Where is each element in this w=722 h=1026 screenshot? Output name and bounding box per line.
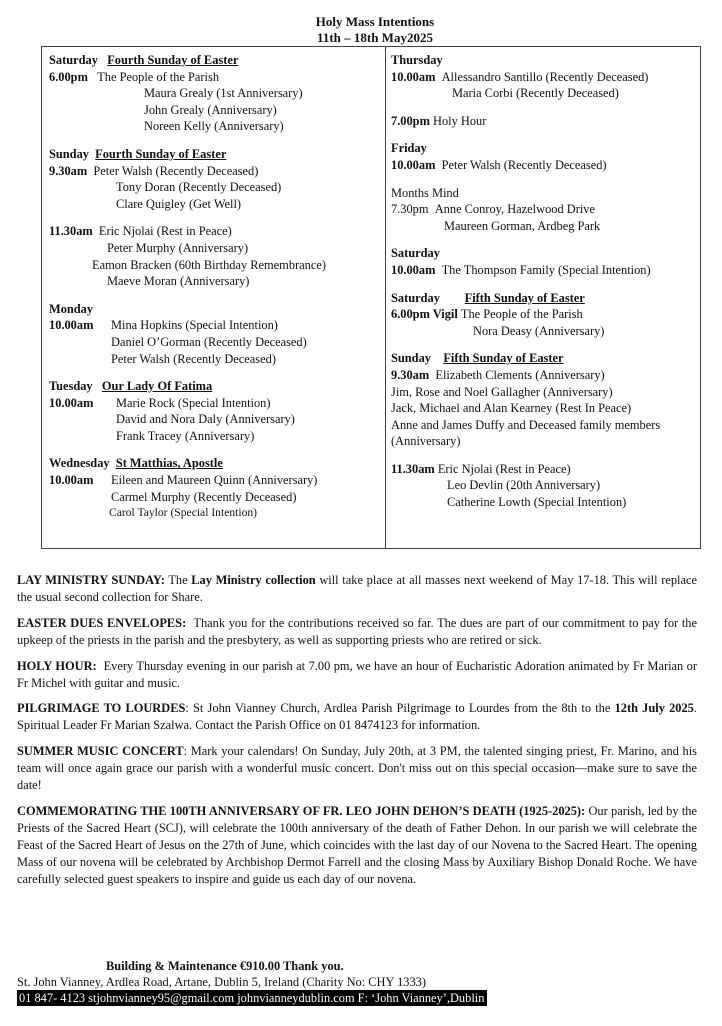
mass-time: 7.30pm (391, 202, 429, 217)
mass-time: 9.30am (391, 367, 430, 382)
mass-time: 10.00am (49, 473, 94, 488)
footer (17, 958, 707, 1006)
feast-label: Fifth Sunday of Easter (443, 351, 564, 366)
feast-label: Fourth Sunday of Easter (107, 53, 239, 67)
day-label: Tuesday (49, 379, 93, 394)
sunday-block (391, 350, 696, 510)
intention: Eric Njolai (Rest in Peace) (437, 461, 571, 476)
feast-label: Our Lady Of Fatima (101, 379, 213, 394)
parish-address: St. John Vianney, Ardlea Road, Artane, Dublin 5, Ireland (Charity No: CHY 1333) (17, 975, 426, 989)
intention: Mina Hopkins (Special Intention) (111, 318, 278, 333)
intention: Marie Rock (Special Intention) (116, 395, 271, 410)
intention: Carmel Murphy (Recently Deceased) (111, 489, 297, 504)
notice-text: : St John Vianney Church, Ardlea Parish Pilgrimage to Lourdes from the 8th to the (185, 701, 611, 716)
notice-text: Every Thursday evening in our parish at 7.00 pm, we have an hour of Eucharistic Adoration animated by Fr Marian or Fr Michel with guitar and music. (17, 658, 697, 690)
intention: Jack, Michael and Alan Kearney (Rest In Peace) (391, 401, 632, 416)
notice-heading: SUMMER MUSIC CONCERT (17, 744, 184, 759)
mass-time: 10.00am (391, 69, 436, 84)
thursday-block (391, 52, 696, 129)
intention: Maureen Gorman, Ardbeg Park (444, 218, 601, 233)
mass-intentions-table (41, 46, 701, 549)
feast-label: Fourth Sunday of Easter (95, 146, 227, 161)
intention: Maeve Moran (Anniversary) (107, 274, 250, 289)
notice-heading: LAY MINISTRY SUNDAY: (17, 573, 165, 587)
mass-time: 9.30am (49, 163, 88, 178)
mass-time: 7.00pm (391, 113, 430, 128)
notice-emphasis: 12th July 2025 (614, 701, 694, 716)
notice-text: . Spiritual Leader Fr Marian Szalwa. Contact the Parish Office on 01 8474123 for information. (17, 701, 697, 733)
day-label: Saturday (49, 53, 98, 67)
feast-label: St Matthias, Apostle (115, 456, 223, 471)
day-label: Saturday (391, 290, 440, 305)
intention: Tony Doran (Recently Deceased) (116, 180, 282, 195)
intention: Leo Devlin (20th Anniversary) (447, 478, 601, 493)
contact-bar: 01 847- 4123 stjohnvianney95@gmail.com johnvianneydublin.com F: ‘John Vianney’,Dublin (17, 990, 487, 1006)
notice-text: will take place at all masses next weekend of May 17-18. This will replace the usual second collection for Share. (17, 573, 697, 604)
day-label: Wednesday (49, 456, 110, 471)
intention: The Thompson Family (Special Intention) (441, 262, 651, 277)
notice-pilgrimage (17, 700, 697, 734)
notice-text: Thank you for the contributions received so far. The dues are part of our commitment to pay for the upkeep of the priests in the parish and the presbytery, as well as supporting priests who are retired or sick. (17, 615, 697, 647)
intention: David and Nora Daly (Anniversary) (116, 412, 295, 427)
months-mind-label: Months Mind (391, 185, 459, 200)
page-title (0, 14, 722, 46)
intention: Peter Walsh (Recently Deceased) (441, 157, 607, 172)
sunday-block (49, 146, 383, 290)
mass-time: 11.30am (49, 224, 93, 239)
intention: John Grealy (Anniversary) (144, 102, 277, 117)
friday-block (391, 140, 696, 234)
mass-time: 10.00am (391, 262, 436, 277)
title-line-1: Holy Mass Intentions (315, 14, 435, 29)
mass-time: 6.00pm (49, 69, 88, 84)
notice-heading: EASTER DUES ENVELOPES: (17, 615, 187, 630)
intention: Peter Murphy (Anniversary) (107, 240, 249, 255)
notice-heading: COMMEMORATING THE 100TH ANNIVERSARY OF FR. LEO JOHN DEHON’S DEATH (1925-2025): (17, 803, 586, 818)
intention: Carol Taylor (Special Intention) (109, 506, 258, 520)
notice-text: Our parish, led by the Priests of the Sacred Heart (SCJ), will celebrate the 100th anniversary of the death of Father Dehon. In our parish we will celebrate the Feast of the Sacred Heart of Jesus on the 27th of June, which coincides with the last day of our Novena to the Sacred Heart. The opening Mass of our novena will be celebrated by Archbishop Dermot Farrell and the closing Mass by Auxiliary Bishop Donald Roche. We have carefully selected guest speakers to inspire and guide us each day of our novena. (17, 803, 697, 886)
intention: Eamon Bracken (60th Birthday Remembrance) (92, 257, 326, 272)
intention: Eileen and Maureen Quinn (Anniversary) (111, 473, 318, 488)
saturday-block (49, 52, 383, 135)
intention: Peter Walsh (Recently Deceased) (111, 351, 276, 366)
tuesday-block (49, 378, 383, 444)
intention: Clare Quigley (Get Well) (116, 196, 242, 211)
day-label: Friday (391, 141, 427, 156)
title-line-2: 11th – 18th May2025 (317, 30, 433, 45)
mass-time: 10.00am (49, 318, 94, 333)
notice-emphasis: Lay Ministry collection (191, 573, 316, 587)
monday-block (49, 301, 383, 367)
day-label: Monday (49, 301, 94, 316)
notice-holy-hour (17, 658, 697, 692)
mass-time: 6.00pm Vigil (391, 307, 458, 322)
notice-text: : Mark your calendars! On Sunday, July 20th, at 3 PM, the talented singing priest, Fr. Marino, and his team will once again grace our parish with a wonderful music concert. Don't miss out on this special occasion—make sure to save the date! (17, 744, 698, 793)
building-maintenance-total: Building & Maintenance €910.00 Thank you. (106, 959, 344, 973)
notice-easter-dues (17, 615, 697, 649)
intention: Holy Hour (433, 113, 487, 128)
intention: Anne Conroy, Hazelwood Drive (434, 202, 595, 217)
saturday-vigil-block (391, 290, 696, 340)
saturday-block (391, 245, 696, 278)
notice-summer-concert (17, 743, 697, 794)
intention: Maria Corbi (Recently Deceased) (452, 86, 619, 101)
notices (17, 572, 697, 897)
mass-time: 10.00am (391, 157, 436, 172)
intention: The People of the Parish (97, 69, 220, 84)
wednesday-block (49, 455, 383, 521)
intention: Peter Walsh (Recently Deceased) (93, 163, 259, 178)
notice-heading: HOLY HOUR: (17, 658, 97, 673)
feast-label: Fifth Sunday of Easter (464, 290, 585, 305)
mass-time: 11.30am (391, 461, 435, 476)
notice-heading: PILGRIMAGE TO LOURDES (17, 701, 186, 716)
intention: Daniel O’Gorman (Recently Deceased) (111, 334, 307, 349)
intention: The People of the Parish (460, 307, 583, 322)
column-divider (385, 47, 386, 548)
mass-time: 10.00am (49, 395, 94, 410)
intention: Jim, Rose and Noel Gallagher (Anniversary) (391, 384, 613, 399)
day-label: Sunday (49, 146, 89, 161)
intention: Frank Tracey (Anniversary) (116, 428, 255, 443)
intention: Elizabeth Clements (Anniversary) (435, 367, 605, 382)
day-label: Sunday (391, 351, 431, 366)
intention: Nora Deasy (Anniversary) (473, 323, 605, 338)
intention: Maura Grealy (1st Anniversary) (144, 86, 303, 101)
intention: Noreen Kelly (Anniversary) (144, 119, 284, 134)
day-label: Thursday (391, 53, 443, 67)
notice-text: The (168, 573, 188, 587)
left-column (49, 52, 383, 533)
intention: Allessandro Santillo (Recently Deceased) (441, 69, 649, 84)
right-column (391, 52, 696, 522)
intention: Eric Njolai (Rest in Peace) (98, 224, 232, 239)
intention: Anne and James Duffy and Deceased family members (Anniversary) (391, 417, 661, 449)
notice-lay-ministry (17, 572, 697, 606)
intention: Catherine Lowth (Special Intention) (447, 495, 627, 510)
day-label: Saturday (391, 246, 440, 261)
notice-dehon-anniversary (17, 803, 697, 888)
